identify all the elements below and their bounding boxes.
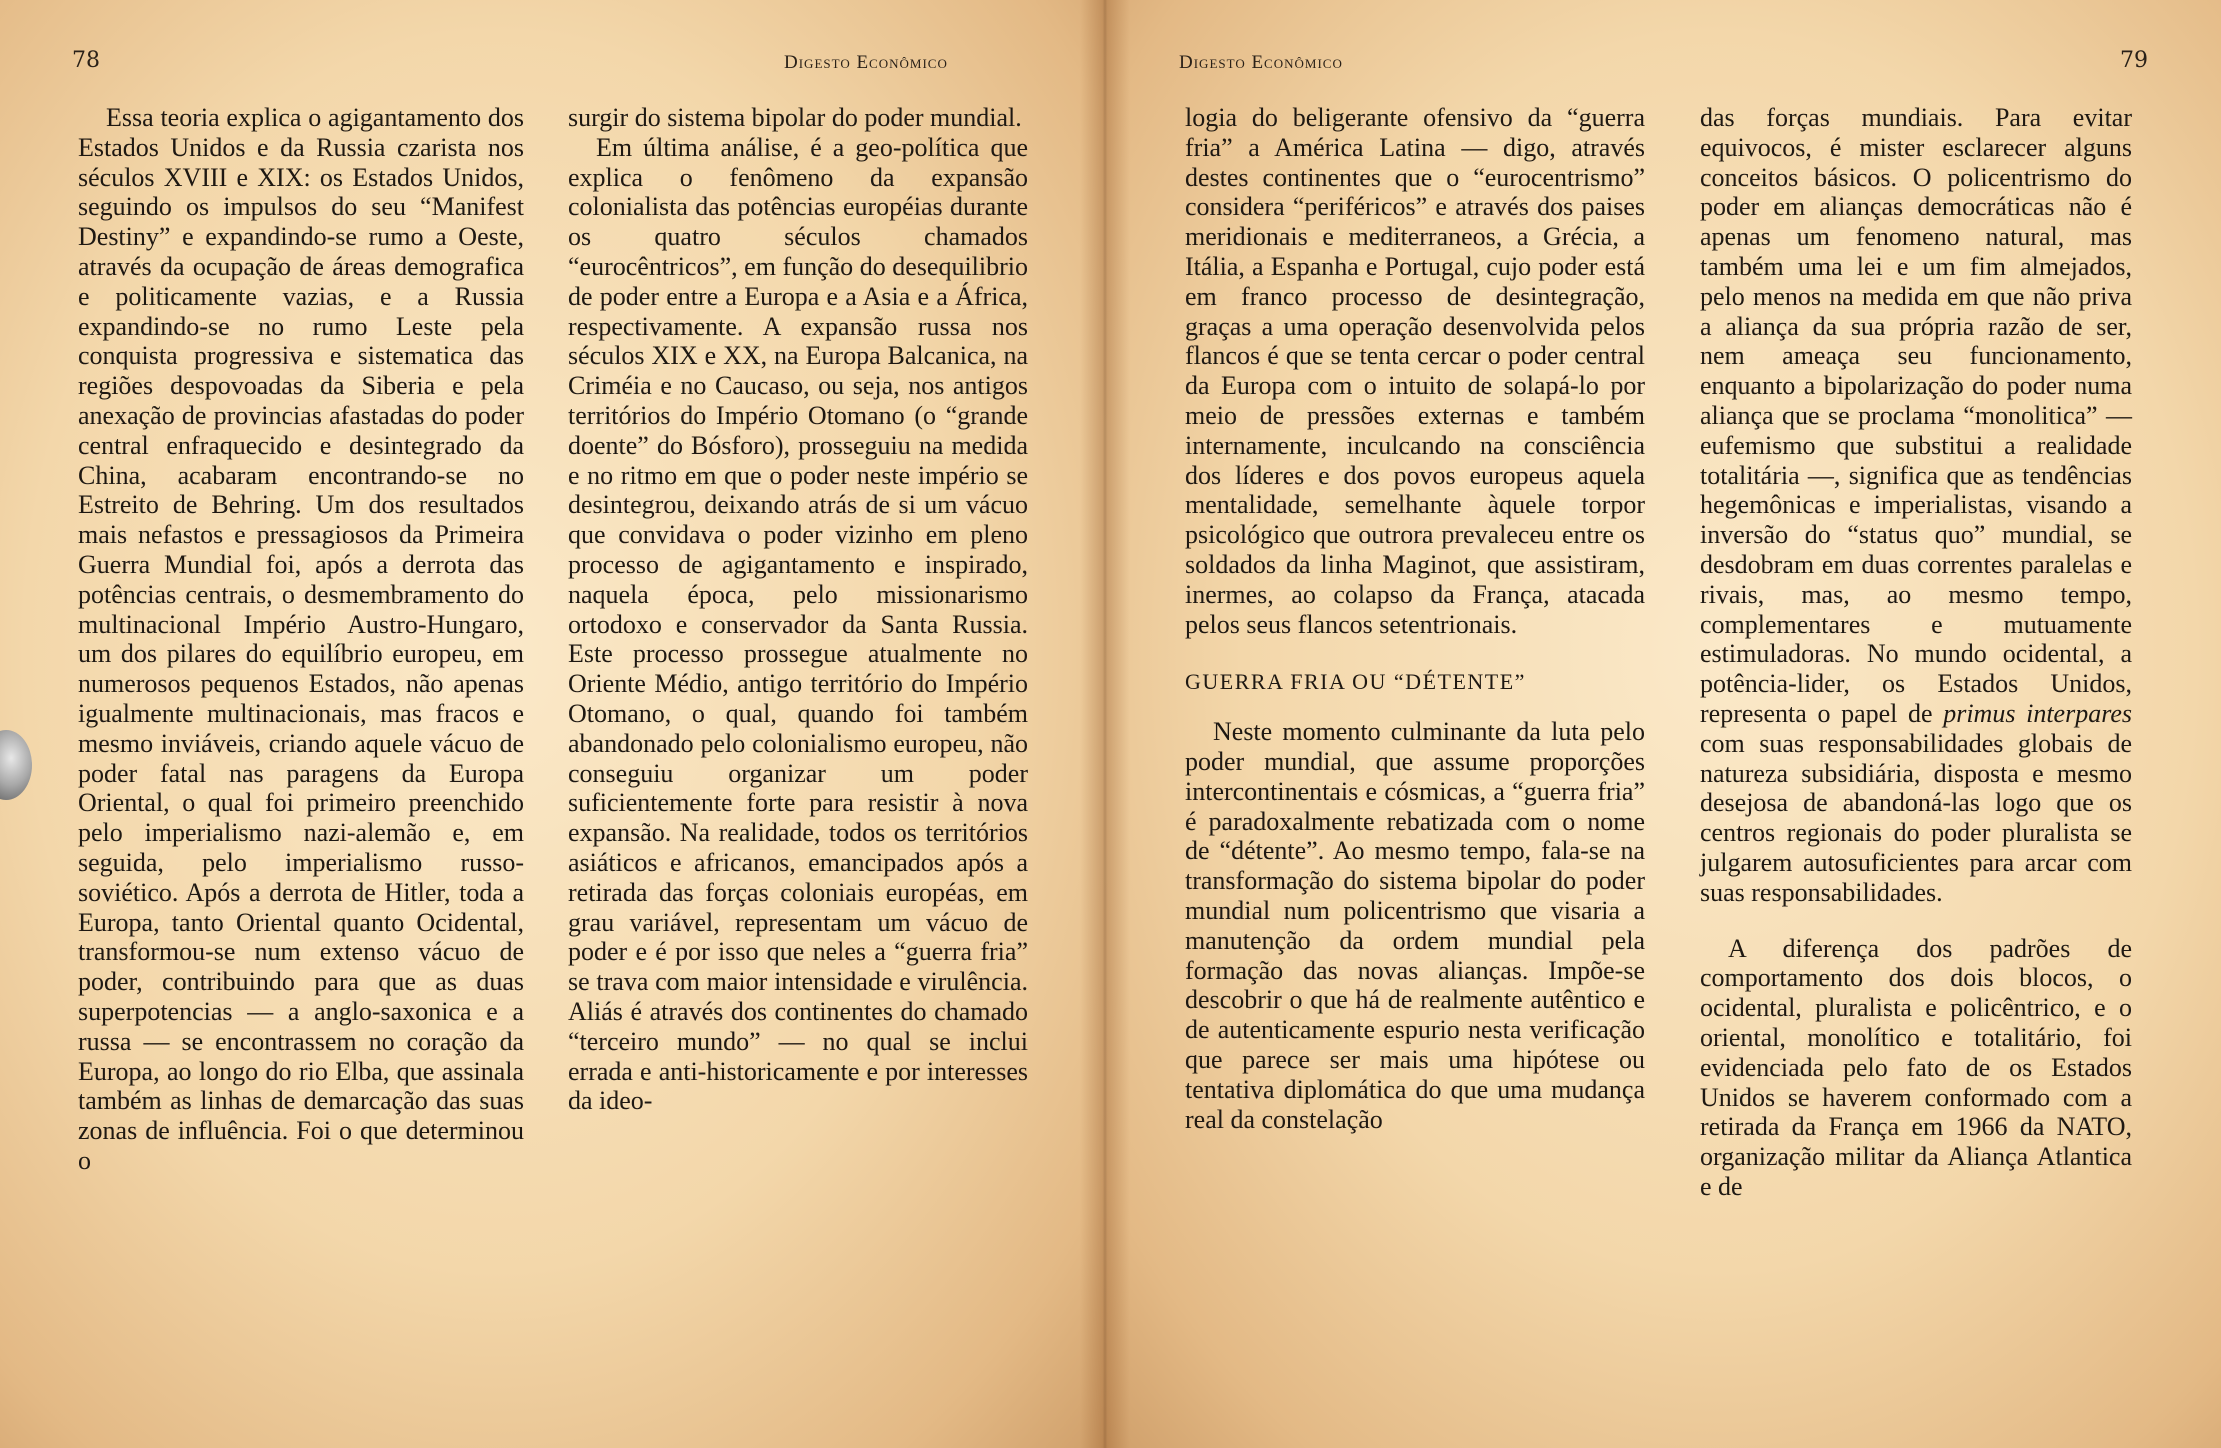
binder-clip-icon	[0, 730, 32, 800]
right-column-2	[1700, 103, 2132, 1393]
paragraph: A diferença dos padrões de comportamento dos dois blocos, o ocidental, pluralista e policêntrico, e o oriental, monolítico e totalitário, foi evidenciada pelo fato de os Estados Unidos se haverem conformado com a retirada da França em 1966 da NATO, organização militar da Aliança Atlantica e de	[1700, 933, 2132, 1201]
left-column-2	[568, 103, 1028, 1393]
paragraph: logia do beligerante ofensivo da “guerra fria” a América Latina — digo, através destes continentes que o “eurocentrismo” considera “periféricos” e através dos paises meridionais e mediterraneos, a Grécia, a Itália, a Espanha e Portugal, cujo poder está em franco processo de desintegração, graças a uma operação desenvolvida pelos flancos é que se tenta cercar o poder central da Europa com o intuito de solapá-lo por meio de pressões externas e também internamente, inculcando na consciência dos líderes e dos povos europeus aquela mentalidade, semelhante àquele torpor psicológico que outrora prevaleceu entre os soldados da linha Maginot, que assistiram, inermes, ao colapso da França, atacada pelos seus flancos setentrionais.	[1185, 103, 1645, 639]
section-heading: GUERRA FRIA OU “DÉTENTE”	[1185, 669, 1526, 695]
right-column-1	[1185, 103, 1645, 1393]
paragraph: Essa teoria explica o agigantamento dos Estados Unidos e da Russia czarista nos séculos XVIII e XIX: os Estados Unidos, seguindo os impulsos do seu “Manifest Destiny” e expandindo-se rumo a Oeste, através da ocupação de áreas demografica e politicamente vazias, e a Russia expandindo-se no rumo Leste pela conquista progressiva e sistematica das regiões despovoadas da Siberia e pela anexação de provincias afastadas do poder central enfraquecido e desintegrado da China, acabaram encontrando-se no Estreito de Behring. Um dos resultados mais nefastos e pressagiosos da Primeira Guerra Mundial foi, após a derrota das potências centrais, o desmembramento do multinacional Império Austro-Hungaro, um dos pilares do equilíbrio europeu, em numerosos pequenos Estados, não apenas igualmente multinacionais, mas fracos e mesmo inviáveis, criando aquele vácuo de poder fatal nas paragens da Europa Oriental, o qual foi primeiro preenchido pelo imperialismo nazi-alemão e, em seguida, pelo imperialismo russo-soviético. Após a derrota de Hitler, toda a Europa, tanto Oriental quanto Ocidental, transformou-se num extenso vácuo de poder, contribuindo para que as duas superpotencias — a anglo-saxonica e a russa — se encontrassem no coração da Europa, ao longo do rio Elba, que assinala também as linhas de demarcação das suas zonas de influência. Foi o que determinou o	[78, 103, 524, 1175]
paragraph	[1700, 103, 2132, 908]
page-number-left: 78	[72, 48, 100, 73]
running-head-left: Digesto Econômico	[784, 52, 948, 73]
italic-term: primus interpares	[1943, 698, 2133, 728]
page-number-right: 79	[2120, 48, 2148, 73]
text-span: das forças mundiais. Para evitar equivocos, é mister esclarecer alguns conceitos básicos. O policentrismo do poder em alianças democráticas não é apenas um fenomeno natural, mas também uma lei e um fim almejados, pelo menos na medida em que não priva a aliança da sua própria razão de ser, nem ameaça seu funcionamento, enquanto a bipolarização do poder numa aliança que se proclama “monolitica” — eufemismo que substitui a realidade totalitária —, significa que as tendências hegemônicas e imperialistas, visando a inversão do “status quo” mundial, se desdobram em duas correntes paralelas e rivais, mas, ao mesmo tempo, complementares e mutuamente estimuladoras. No mundo ocidental, a potência-lider, os Estados Unidos, representa o papel de	[1700, 103, 2132, 728]
paragraph: surgir do sistema bipolar do poder mundial.	[568, 103, 1022, 132]
paragraph: Em última análise, é a geo-política que explica o fenômeno da expansão colonialista das potências européias durante os quatro séculos chamados “eurocêntricos”, em função do desequilibrio de poder entre a Europa e a Asia e a África, respectivamente. A expansão russa nos séculos XIX e XX, na Europa Balcanica, na Criméia e no Caucaso, ou seja, nos antigos territórios do Império Otomano (o “grande doente” do Bósforo), prosseguiu na medida e no ritmo em que o poder neste império se desintegrou, deixando atrás de si um vácuo que convidava o poder vizinho em pleno processo de agigantamento e inspirado, naquela época, pelo missionarismo ortodoxo e conservador da Santa Russia. Este processo prossegue atualmente no Oriente Médio, antigo território do Império Otomano, o qual, quando foi também abandonado pelo colonialismo europeu, não conseguiu organizar um poder suficientemente forte para resistir à nova expansão. Na realidade, todos os territórios asiáticos e africanos, emancipados após a retirada das forças coloniais européas, em grau variável, representam um vácuo de poder e é por isso que neles a “guerra fria” se trava com maior intensidade e virulência. Aliás é através dos continentes do chamado “terceiro mundo” — no qual se inclui errada e anti-historicamente e por interesses da ideo-	[568, 132, 1028, 1116]
left-column-1	[78, 103, 524, 1393]
running-head-right: Digesto Econômico	[1179, 52, 1343, 73]
right-page	[1105, 0, 2221, 1448]
text-span: com suas responsabilidades globais de natureza subsidiária, disposta e mesmo desejosa de abandoná-las logo que os centros regionais do poder pluralista se julgarem autosuficientes para arcar com suas responsabilidades.	[1700, 728, 2132, 907]
paragraph: Neste momento culminante da luta pelo poder mundial, que assume proporções intercontinentais e cósmicas, a “guerra fria” é paradoxalmente rebatizada com o nome de “détente”. Ao mesmo tempo, fala-se na transformação do sistema bipolar do poder mundial num policentrismo que visaria a manutenção da ordem mundial pela formação das novas alianças. Impõe-se descobrir o que há de realmente autêntico e de autenticamente espurio nesta verificação que parece ser mais uma hipótese ou tentativa diplomática do que uma mudança real da constelação	[1185, 717, 1645, 1134]
book-gutter	[1080, 0, 1130, 1448]
left-page	[0, 0, 1105, 1448]
